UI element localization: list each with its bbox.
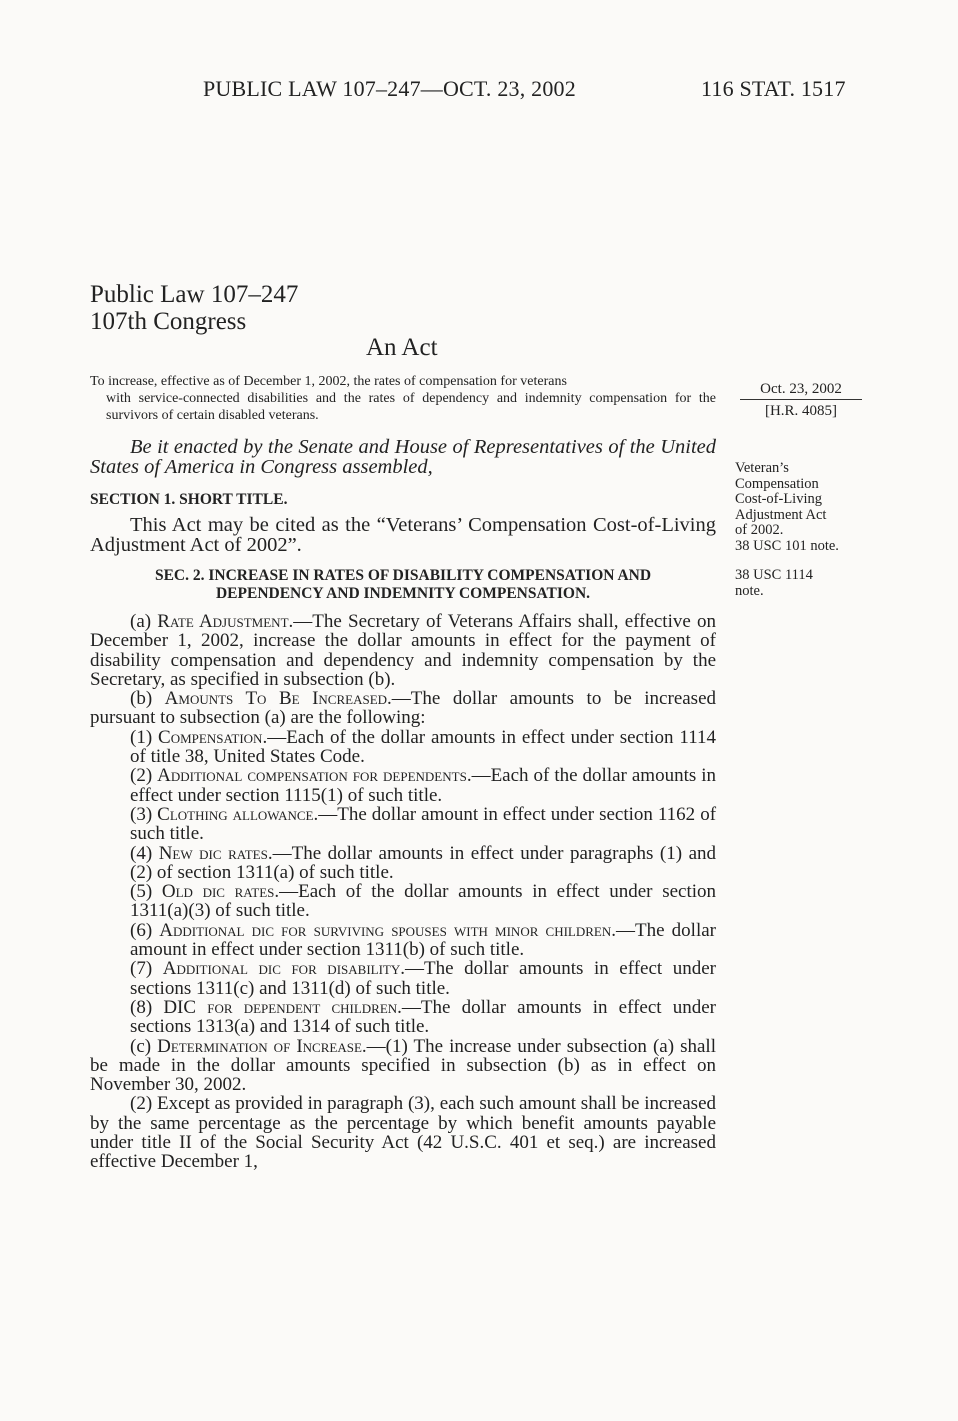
public-law-number: Public Law 107–247 [90,281,299,308]
margin-note-line: 38 USC 1114 [735,567,813,583]
date-rule [740,399,862,400]
an-act-heading: An Act [366,334,438,361]
section-2-heading [90,567,716,603]
paragraph-1: (1) Compensation.—Each of the dollar amounts in effect under section 1114 of title 38, United States Code. [130,726,716,768]
section-2-heading-line2: DEPENDENCY AND INDEMNITY COMPENSATION. [215,585,591,602]
purpose-line1: To increase, effective as of December 1, 2002, the rates of compensation for veterans [90,374,567,389]
margin-note-line: of 2002. [735,522,784,538]
margin-note-line: Compensation [735,475,819,492]
section-1-heading: SECTION 1. SHORT TITLE. [90,491,288,508]
subsection-a: (a) Rate Adjustment.—The Secretary of Veterans Affairs shall, effective on December 1, 2002, increase the dollar amounts in effect for the payment of disability compensation and dependency and indemnity compensation by the Secretary, as specified in subsection (b). [90,611,716,690]
margin-note-line: Cost-of-Living [735,491,822,507]
paragraph-5: (5) Old dic rates.—Each of the dollar amounts in effect under section 1311(a)(3) of such title. [130,881,717,922]
enacting-clause: Be it enacted by the Senate and House of Representatives of the United States of America in Congress assembled, [90,436,716,478]
paragraph-2: (2) Additional compensation for dependents.—Each of the dollar amounts in effect under section 1115(1) of such title. [130,765,717,806]
margin-date-note [740,382,862,419]
margin-section-2-note [735,568,845,599]
margin-note-line: Adjustment Act [735,506,827,523]
section-1-body: This Act may be cited as the “Veterans’ Compensation Cost-of-Living Adjustment Act of 2002”. [90,514,716,556]
margin-note-line: 38 USC 101 note. [735,537,839,554]
paragraph-3: (3) Clothing allowance.—The dollar amount in effect under section 1162 of such title. [130,803,717,845]
paragraph-6: (6) Additional dic for surviving spouses with minor children.—The dollar amount in effect under section 1311(b) of such title. [130,919,716,961]
purpose-rest: with service-connected disabilities and the rates of dependency and indemnity compensation for the survivors of certain disabled veterans. [106,391,716,423]
subsection-c-paragraph-2: (2) Except as provided in paragraph (3), each such amount shall be increased by the same percentage as the percentage by which benefit amounts payable under title II of the Social Security Act (42 U.S.C. 401 et seq.) are increased effective December 1, [90,1093,716,1173]
running-header-page: 116 STAT. 1517 [701,76,846,101]
subsection-c: (c) Determination of Increase.—(1) The increase under subsection (a) shall be made in the dollar amounts specified in subsection (b) as in effect on November 30, 2002. [90,1035,716,1096]
subsection-b: (b) Amounts To Be Increased.—The dollar amounts to be increased pursuant to subsection (a) are the following: [90,688,717,729]
enactment-date: Oct. 23, 2002 [760,381,842,397]
running-header-left: PUBLIC LAW 107–247—OCT. 23, 2002 [203,76,576,101]
bill-number: [H.R. 4085] [764,402,838,419]
margin-short-title-note [735,461,865,554]
margin-note-line: note. [735,582,764,599]
paragraph-4: (4) New dic rates.—The dollar amounts in effect under paragraphs (1) and (2) of section 1311(a) of such title. [130,842,717,883]
paragraph-7: (7) Additional dic for disability.—The dollar amounts in effect under sections 1311(c) and 1311(d) of such title. [130,958,716,999]
congress-number: 107th Congress [90,308,247,335]
section-2-body [90,612,716,1172]
paragraph-8: (8) DIC for dependent children.—The dollar amounts in effect under sections 1313(a) and 1314 of such title. [130,996,716,1038]
margin-note-line: Veteran’s [735,460,789,476]
purpose-statement [90,373,716,424]
section-2-heading-line1: SEC. 2. INCREASE IN RATES OF DISABILITY COMPENSATION AND [154,567,652,584]
